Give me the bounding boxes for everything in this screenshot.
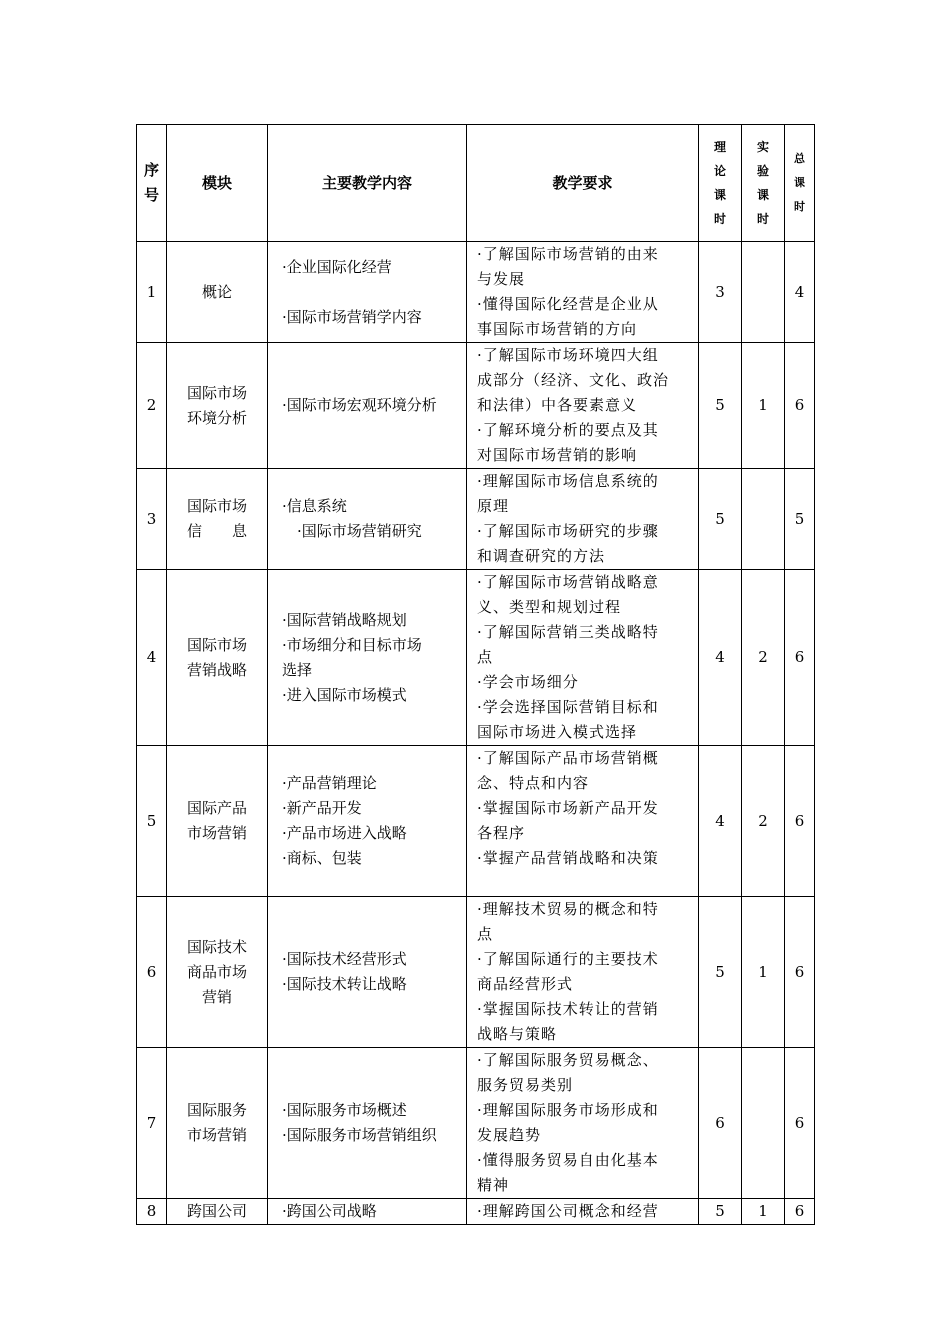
requirement-cell-line: 与发展: [477, 270, 526, 288]
header-lab-hours: 实 验 课 时: [742, 125, 785, 242]
total-hours-cell: 6: [785, 897, 815, 1048]
content-cell-line: ·国际服务市场营销组织: [282, 1126, 437, 1144]
table-row: [137, 242, 815, 343]
requirement-cell-line: ·理解国际服务市场形成和: [477, 1101, 659, 1119]
requirement-cell-line: 各程序: [477, 824, 526, 842]
requirement-cell-line: 精神: [477, 1176, 510, 1194]
module-cell-line: 跨国公司: [186, 1202, 247, 1220]
seq-cell: 5: [137, 746, 167, 897]
module-cell: [167, 469, 268, 570]
requirement-cell: [467, 469, 699, 570]
syllabus-table: [136, 124, 815, 1225]
seq-cell: 6: [137, 897, 167, 1048]
module-cell-line: 市场营销: [186, 1126, 247, 1144]
module-cell-line: 国际市场: [186, 497, 247, 515]
total-hours-cell: 6: [785, 343, 815, 469]
content-cell: [268, 570, 467, 746]
module-cell: [167, 1048, 268, 1199]
content-cell-line: ·国际技术经营形式: [282, 950, 407, 968]
requirement-cell-line: 和法律）中各要素意义: [477, 396, 638, 414]
content-cell-line: ·企业国际化经营: [282, 257, 392, 276]
requirement-cell-line: ·理解技术贸易的概念和特: [477, 900, 659, 918]
seq-cell: 8: [137, 1199, 167, 1225]
seq-cell: 4: [137, 570, 167, 746]
lab-hours-cell: 2: [742, 746, 785, 897]
module-cell-line: 信 息: [186, 522, 247, 540]
module-cell: [167, 746, 268, 897]
content-cell: [268, 746, 467, 897]
theory-hours-cell: 5: [699, 469, 742, 570]
table-row: [137, 746, 815, 897]
table-row: [137, 570, 815, 746]
requirement-cell-line: 国际市场进入模式选择: [477, 723, 638, 741]
requirement-cell-line: ·掌握国际市场新产品开发: [477, 799, 659, 817]
content-cell-line: ·商标、包装: [282, 849, 362, 867]
requirement-cell-line: ·了解国际产品市场营销概: [477, 749, 659, 767]
lab-hours-cell: 1: [742, 897, 785, 1048]
module-cell: [167, 242, 268, 343]
requirement-cell-line: 原理: [477, 497, 510, 515]
requirement-cell: [467, 1048, 699, 1199]
requirement-cell: [467, 1199, 699, 1225]
requirement-cell-line: 事国际市场营销的方向: [477, 320, 638, 338]
requirement-cell-line: ·理解跨国公司概念和经营: [477, 1202, 659, 1220]
total-hours-cell: 6: [785, 1048, 815, 1199]
requirement-cell-line: 和调查研究的方法: [477, 547, 606, 565]
requirement-cell-line: 点: [477, 648, 494, 666]
content-cell-line: ·跨国公司战略: [282, 1202, 377, 1220]
module-cell: [167, 570, 268, 746]
requirement-cell-line: ·了解国际市场营销战略意: [477, 573, 659, 591]
content-cell-line: ·国际市场营销研究: [282, 522, 422, 540]
requirement-cell-line: 念、特点和内容: [477, 774, 590, 792]
requirement-cell: [467, 746, 699, 897]
requirement-cell-line: 服务贸易类别: [477, 1076, 574, 1094]
requirement-cell-line: ·了解国际市场环境四大组: [477, 346, 659, 364]
content-cell: [268, 1199, 467, 1225]
seq-cell: 7: [137, 1048, 167, 1199]
requirement-cell: [467, 343, 699, 469]
requirement-cell-line: ·了解国际服务贸易概念、: [477, 1051, 659, 1069]
total-hours-cell: 4: [785, 242, 815, 343]
requirement-cell-line: 战略与策略: [477, 1025, 558, 1043]
requirement-cell-line: 成部分（经济、文化、政治: [477, 371, 670, 389]
table-row: [137, 897, 815, 1048]
content-cell-line: ·产品营销理论: [282, 774, 377, 792]
seq-cell: 3: [137, 469, 167, 570]
module-cell-line: 国际市场: [186, 635, 247, 654]
theory-hours-cell: 6: [699, 1048, 742, 1199]
lab-hours-cell: [742, 469, 785, 570]
requirement-cell-line: ·懂得服务贸易自由化基本: [477, 1151, 659, 1169]
content-cell-line: ·信息系统: [282, 497, 347, 515]
header-seq: 序 号: [137, 125, 167, 242]
requirement-cell-line: ·了解国际市场研究的步骤: [477, 522, 659, 540]
content-cell-line: ·市场细分和目标市场: [282, 635, 422, 654]
module-cell-line: 市场营销: [186, 824, 247, 842]
module-cell-line: 营销: [201, 987, 232, 1006]
table-row: [137, 343, 815, 469]
total-hours-cell: 6: [785, 746, 815, 897]
requirement-cell: [467, 897, 699, 1048]
module-cell: [167, 1199, 268, 1225]
header-requirement: 教学要求: [467, 125, 699, 242]
content-cell: [268, 242, 467, 343]
content-cell-line: 选择: [282, 660, 313, 679]
table-row: [137, 1048, 815, 1199]
theory-hours-cell: 3: [699, 242, 742, 343]
module-cell-line: 国际技术: [186, 937, 247, 956]
theory-hours-cell: 4: [699, 570, 742, 746]
table-header-row: [137, 125, 815, 242]
lab-hours-cell: [742, 1048, 785, 1199]
content-cell: [268, 1048, 467, 1199]
requirement-cell-line: 对国际市场营销的影响: [477, 446, 638, 464]
theory-hours-cell: 4: [699, 746, 742, 897]
content-cell-line: ·国际技术转让战略: [282, 975, 407, 993]
seq-cell: 1: [137, 242, 167, 343]
content-cell-line: [282, 280, 466, 305]
requirement-cell-line: ·学会选择国际营销目标和: [477, 698, 659, 716]
module-cell-line: 营销战略: [186, 660, 247, 679]
header-module: 模块: [167, 125, 268, 242]
content-cell-line: ·国际营销战略规划: [282, 610, 407, 629]
header-total-hours: 总 课 时: [785, 125, 815, 242]
content-cell-line: ·国际服务市场概述: [282, 1101, 407, 1119]
requirement-cell-line: ·学会市场细分: [477, 673, 579, 691]
requirement-cell-line: ·了解国际市场营销的由来: [477, 245, 659, 263]
table-row: [137, 1199, 815, 1225]
content-cell-line: ·产品市场进入战略: [282, 824, 407, 842]
header-content: 主要教学内容: [268, 125, 467, 242]
content-cell-line: ·进入国际市场模式: [282, 685, 407, 704]
requirement-cell: [467, 570, 699, 746]
lab-hours-cell: 1: [742, 1199, 785, 1225]
module-cell: [167, 897, 268, 1048]
module-cell-line: 国际市场: [186, 383, 247, 402]
module-cell-line: 环境分析: [186, 408, 247, 427]
requirement-cell-line: ·掌握国际技术转让的营销: [477, 1000, 659, 1018]
requirement-cell-line: ·理解国际市场信息系统的: [477, 472, 659, 490]
requirement-cell-line: ·了解环境分析的要点及其: [477, 421, 659, 439]
total-hours-cell: 5: [785, 469, 815, 570]
content-cell: [268, 469, 467, 570]
seq-cell: 2: [137, 343, 167, 469]
table-row: [137, 469, 815, 570]
module-cell: [167, 343, 268, 469]
module-cell-line: 国际服务: [186, 1101, 247, 1119]
lab-hours-cell: 1: [742, 343, 785, 469]
header-theory-hours: 理 论 课 时: [699, 125, 742, 242]
requirement-cell-line: 义、类型和规划过程: [477, 598, 622, 616]
requirement-cell-line: ·懂得国际化经营是企业从: [477, 295, 659, 313]
module-cell-line: 概论: [201, 282, 232, 301]
requirement-cell-line: 发展趋势: [477, 1126, 542, 1144]
content-cell: [268, 897, 467, 1048]
requirement-cell: [467, 242, 699, 343]
theory-hours-cell: 5: [699, 897, 742, 1048]
content-cell: [268, 343, 467, 469]
content-cell-line: ·国际市场营销学内容: [282, 307, 422, 326]
theory-hours-cell: 5: [699, 1199, 742, 1225]
requirement-cell-line: ·了解国际通行的主要技术: [477, 950, 659, 968]
lab-hours-cell: [742, 242, 785, 343]
total-hours-cell: 6: [785, 1199, 815, 1225]
requirement-cell-line: 点: [477, 925, 494, 943]
lab-hours-cell: 2: [742, 570, 785, 746]
requirement-cell-line: ·了解国际营销三类战略特: [477, 623, 659, 641]
requirement-cell-line: [477, 871, 692, 896]
theory-hours-cell: 5: [699, 343, 742, 469]
module-cell-line: 国际产品: [186, 799, 247, 817]
content-cell-line: ·国际市场宏观环境分析: [282, 396, 437, 414]
requirement-cell-line: 商品经营形式: [477, 975, 574, 993]
module-cell-line: 商品市场: [186, 962, 247, 981]
requirement-cell-line: ·掌握产品营销战略和决策: [477, 849, 659, 867]
content-cell-line: ·新产品开发: [282, 799, 362, 817]
total-hours-cell: 6: [785, 570, 815, 746]
